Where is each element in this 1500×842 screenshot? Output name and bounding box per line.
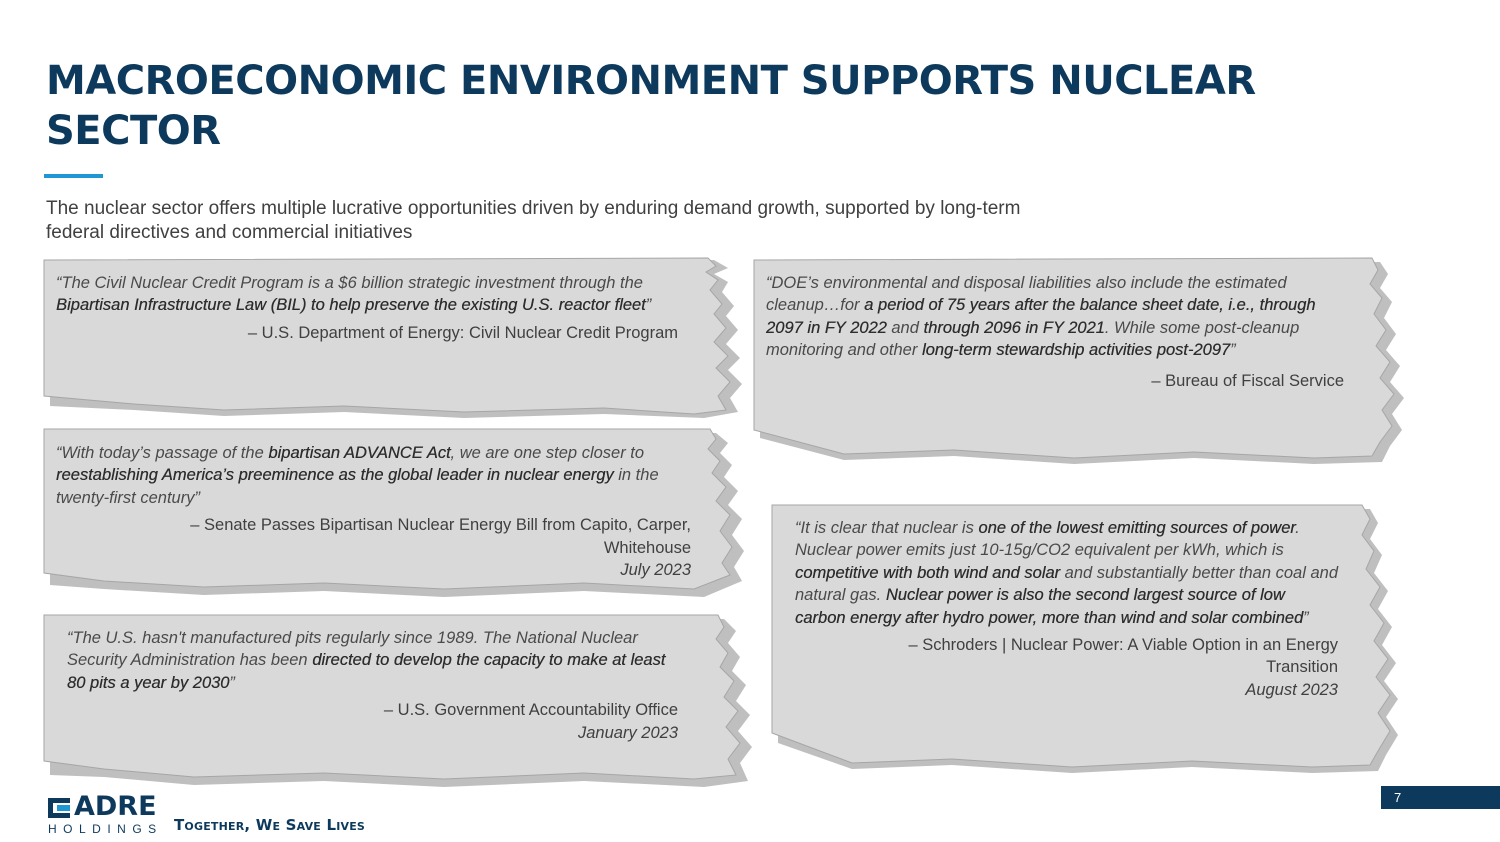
page-title: MACROECONOMIC ENVIRONMENT SUPPORTS NUCLEAR SECTOR	[46, 58, 1256, 154]
quote-emphasis: a period of 75 years after the balance sheet date, i.e., through 2097 in FY 2022	[766, 296, 1316, 337]
quote-segment: and	[886, 318, 924, 337]
quote-emphasis: through 2096 in FY 2021	[923, 318, 1105, 337]
quote-attribution: – U.S. Government Accountability Office	[383, 701, 678, 720]
page-subtitle: The nuclear sector offers multiple lucrative opportunities driven by enduring demand growth, supported by long-term federal directives and commercial initiatives	[46, 198, 1021, 243]
quote-attribution: – Bureau of Fiscal Service	[1151, 371, 1344, 390]
quote-segment: ”	[1230, 341, 1236, 360]
quote-segment: and substantially better than coal and natural gas.	[795, 563, 1339, 605]
quote-segment: ”	[645, 296, 652, 315]
quote-emphasis: Nuclear power is also the second largest source of low carbon energy after hydro power, more than wind and solar combined	[795, 586, 1304, 627]
quote-content	[795, 517, 1338, 701]
quote-emphasis: competitive with both wind and solar	[795, 563, 1061, 582]
quote-segment: in the twenty-first century”	[56, 466, 659, 507]
quote-attribution: – Senate Passes Bipartisan Nuclear Energy Bill from Capito, Carper, Whitehouse	[190, 516, 691, 557]
quote-emphasis: long-term stewardship activities post-2097	[921, 341, 1231, 360]
title-underline	[44, 174, 103, 178]
quote-emphasis: bipartisan ADVANCE Act	[268, 444, 451, 462]
quote-segment: “It is clear that nuclear is	[795, 519, 979, 537]
quote-segment: ”	[229, 673, 235, 692]
quote-content	[67, 627, 678, 744]
quote-text	[56, 272, 678, 317]
quote-segment: , we are one step closer to	[450, 444, 645, 462]
quote-content	[56, 272, 678, 344]
logo-subtext: HOLDINGS	[48, 822, 163, 836]
page-number: 7	[1381, 786, 1500, 809]
quote-date: January 2023	[578, 723, 678, 742]
quote-text	[56, 442, 691, 509]
quote-content	[766, 272, 1344, 392]
quote-text	[67, 627, 678, 694]
quote-attribution: – Schroders | Nuclear Power: A Viable Option in an Energy Transition	[908, 636, 1338, 677]
quote-segment: “The Civil Nuclear Credit Program is a $6 billion strategic investment through the	[56, 274, 643, 292]
logo-mark-icon	[48, 797, 70, 817]
company-logo	[48, 791, 163, 836]
quote-segment: . Nuclear power emits just 10-15g/CO2 equivalent per kWh, which is	[795, 519, 1300, 560]
quote-segment: “DOE’s environmental and disposal liabilities also include the estimated cleanup…for	[766, 274, 1287, 315]
quote-segment: ”	[1303, 608, 1309, 627]
quote-segment: “The U.S. hasn't manufactured pits regularly since 1989. The National Nuclear Security Administration has been	[67, 629, 638, 670]
quote-segment: “With today’s passage of the	[56, 444, 269, 462]
quote-text	[766, 272, 1344, 362]
quote-text	[795, 517, 1338, 629]
quote-date: August 2023	[1245, 680, 1338, 699]
logo-wordmark: ADRE	[74, 791, 157, 822]
quote-content	[56, 442, 691, 581]
quote-segment: . While some post-cleanup monitoring and other	[766, 318, 1300, 360]
company-tagline: Together, We Save Lives	[174, 816, 366, 834]
quote-emphasis: directed to develop the capacity to make at least 80 pits a year by 2030	[67, 651, 666, 692]
quote-attribution: – U.S. Department of Energy: Civil Nuclear Credit Program	[247, 323, 678, 342]
quote-emphasis: one of the lowest emitting sources of power	[978, 519, 1296, 537]
quote-emphasis: Bipartisan Infrastructure Law (BIL) to help preserve the existing U.S. reactor fleet	[56, 296, 646, 315]
quote-date: July 2023	[620, 561, 691, 580]
quote-emphasis: reestablishing America’s preeminence as the global leader in nuclear energy	[56, 466, 614, 485]
